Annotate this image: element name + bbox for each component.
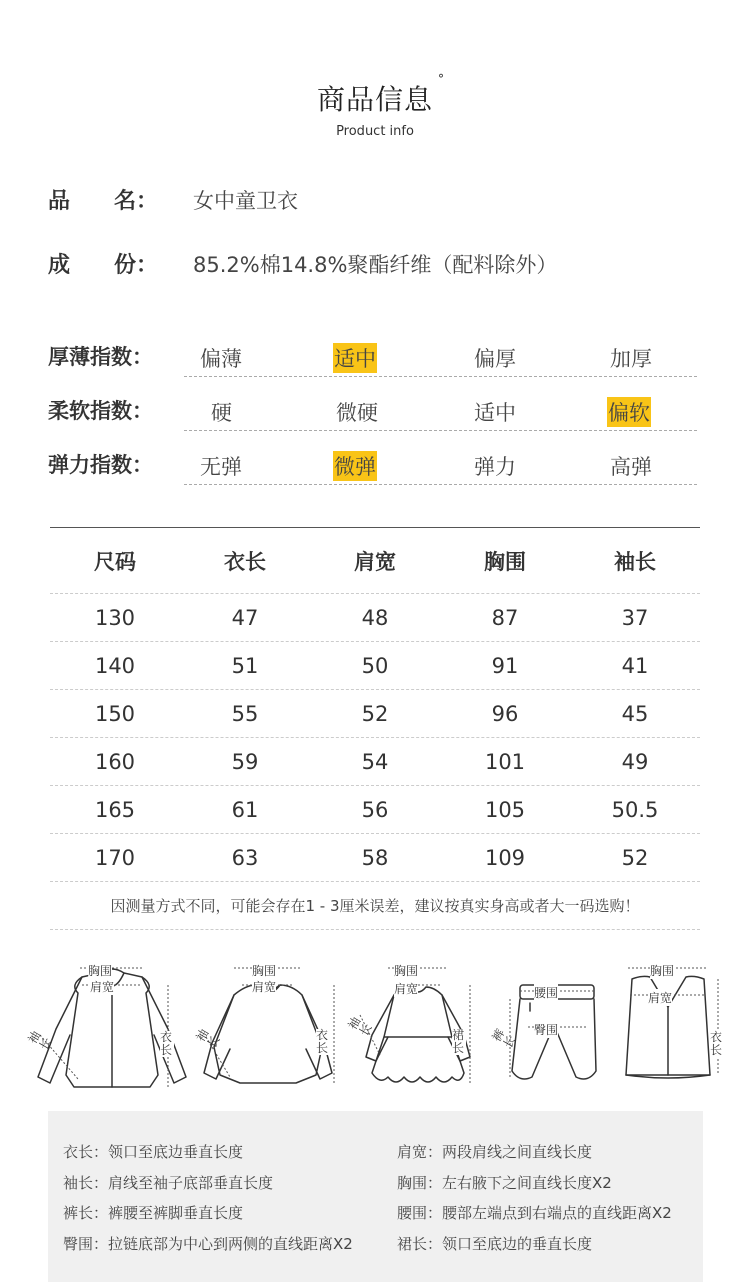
index-options — [184, 341, 697, 377]
table-cell: 52 — [361, 701, 389, 726]
table-cell: 91 — [491, 653, 519, 678]
sleeve-label: 袖长 — [345, 1014, 375, 1039]
index-option: 弹力 — [474, 455, 516, 479]
chest-label: 胸围 — [650, 964, 675, 978]
length-label: 裤长 — [489, 1026, 519, 1051]
measurement-note: 因测量方式不同，可能会存在1 - 3厘米误差，建议按真实身高或者大一码选购！ — [50, 882, 700, 930]
title-text: 商品信息 — [316, 83, 433, 116]
table-cell: 51 — [231, 653, 259, 678]
table-cell: 41 — [621, 653, 649, 678]
index-label: 厚薄指数： — [48, 345, 153, 369]
length-label: 裙长 — [452, 1028, 465, 1055]
measurement-definitions — [48, 1111, 703, 1282]
length-label: 衣长 — [710, 1030, 723, 1057]
table-cell: 105 — [484, 797, 526, 822]
table-cell: 59 — [231, 749, 259, 774]
table-cell: 50.5 — [611, 797, 659, 822]
index-option-selected: 偏软 — [607, 397, 651, 427]
column-header: 衣长 — [224, 549, 266, 574]
column-header: 肩宽 — [354, 549, 396, 574]
table-cell: 109 — [484, 845, 526, 870]
table-cell: 48 — [361, 605, 389, 630]
table-row — [50, 642, 700, 690]
table-cell: 130 — [94, 605, 136, 630]
info-label: 成 份： — [48, 253, 159, 278]
table-cell: 140 — [94, 653, 136, 678]
table-header-row — [50, 528, 700, 594]
index-option: 偏厚 — [474, 347, 516, 371]
table-cell: 170 — [94, 845, 136, 870]
definition-item: 臀围：拉链底部为中心到两侧的直线距离X2 — [63, 1235, 353, 1253]
chest-label: 胸围 — [394, 964, 419, 978]
index-row-thickness — [48, 341, 700, 381]
table-row — [50, 594, 700, 642]
header — [0, 72, 750, 139]
table-cell: 101 — [484, 749, 526, 774]
title-degree-mark: ° — [438, 72, 445, 86]
index-option: 适中 — [474, 401, 516, 425]
shoulder-label: 肩宽 — [252, 980, 277, 994]
column-header: 袖长 — [614, 549, 656, 574]
index-option: 高弹 — [610, 455, 652, 479]
index-options — [184, 395, 697, 431]
shoulder-label: 肩宽 — [394, 982, 419, 996]
table-cell: 49 — [621, 749, 649, 774]
index-options — [184, 449, 697, 485]
sweatshirt-icon — [204, 985, 332, 1083]
chest-label: 胸围 — [88, 964, 113, 978]
definition-item: 裤长：裤腰至裤脚垂直长度 — [63, 1204, 244, 1222]
definition-item: 衣长：领口至底边垂直长度 — [63, 1143, 244, 1161]
chest-label: 胸围 — [252, 964, 277, 978]
definition-item: 腰围：腰部左端点到右端点的直线距离X2 — [397, 1204, 672, 1222]
info-value: 85.2%棉14.8%聚酯纤维（配料除外） — [193, 252, 558, 277]
table-cell: 56 — [361, 797, 389, 822]
index-row-elasticity — [48, 449, 700, 489]
garment-illustrations — [20, 955, 730, 1095]
index-option-selected: 微弹 — [333, 451, 377, 481]
table-cell: 37 — [621, 605, 649, 630]
table-cell: 61 — [231, 797, 259, 822]
definition-item: 胸围：左右腋下之间直线长度X2 — [397, 1174, 612, 1192]
info-row-name — [48, 184, 298, 215]
column-header: 尺码 — [94, 549, 136, 574]
waist-label: 腰围 — [534, 986, 559, 1000]
page-subtitle: Product info — [336, 124, 414, 139]
info-row-composition — [48, 248, 557, 279]
sleeve-label: 袖长 — [193, 1026, 223, 1051]
table-cell: 45 — [621, 701, 649, 726]
definition-item: 肩宽：两段肩线之间直线长度 — [397, 1143, 593, 1161]
index-option-selected: 适中 — [333, 343, 377, 373]
size-table — [50, 527, 700, 930]
table-cell: 87 — [491, 605, 519, 630]
garment-outlines — [20, 955, 730, 1095]
index-row-softness — [48, 395, 700, 435]
shoulder-label: 肩宽 — [90, 980, 115, 994]
table-cell: 50 — [361, 653, 389, 678]
table-cell: 58 — [361, 845, 389, 870]
table-cell: 150 — [94, 701, 136, 726]
index-option: 加厚 — [610, 347, 652, 371]
table-cell: 55 — [231, 701, 259, 726]
table-cell: 160 — [94, 749, 136, 774]
table-cell: 54 — [361, 749, 389, 774]
index-option: 偏薄 — [200, 347, 242, 371]
table-cell: 47 — [231, 605, 259, 630]
length-label: 衣长 — [316, 1028, 329, 1055]
table-row — [50, 786, 700, 834]
column-header: 胸围 — [484, 549, 526, 574]
index-option: 微硬 — [336, 401, 378, 425]
page-title — [316, 72, 445, 118]
table-cell: 165 — [94, 797, 136, 822]
definition-item: 袖长：肩线至袖子底部垂直长度 — [63, 1174, 274, 1192]
definition-item: 裙长：领口至底边的垂直长度 — [397, 1235, 593, 1253]
table-cell: 52 — [621, 845, 649, 870]
index-label: 柔软指数： — [48, 399, 153, 423]
table-cell: 63 — [231, 845, 259, 870]
length-label: 衣长 — [160, 1030, 173, 1057]
table-row — [50, 834, 700, 882]
index-option: 硬 — [211, 401, 232, 425]
table-row — [50, 738, 700, 786]
table-cell: 96 — [491, 701, 519, 726]
index-label: 弹力指数： — [48, 453, 153, 477]
index-option: 无弹 — [200, 455, 242, 479]
hip-label: 臀围 — [534, 1023, 559, 1037]
info-value: 女中童卫衣 — [193, 188, 298, 213]
shoulder-label: 肩宽 — [648, 991, 673, 1005]
table-row — [50, 690, 700, 738]
info-label: 品 名： — [48, 189, 159, 214]
sleeve-label: 袖长 — [25, 1028, 55, 1053]
